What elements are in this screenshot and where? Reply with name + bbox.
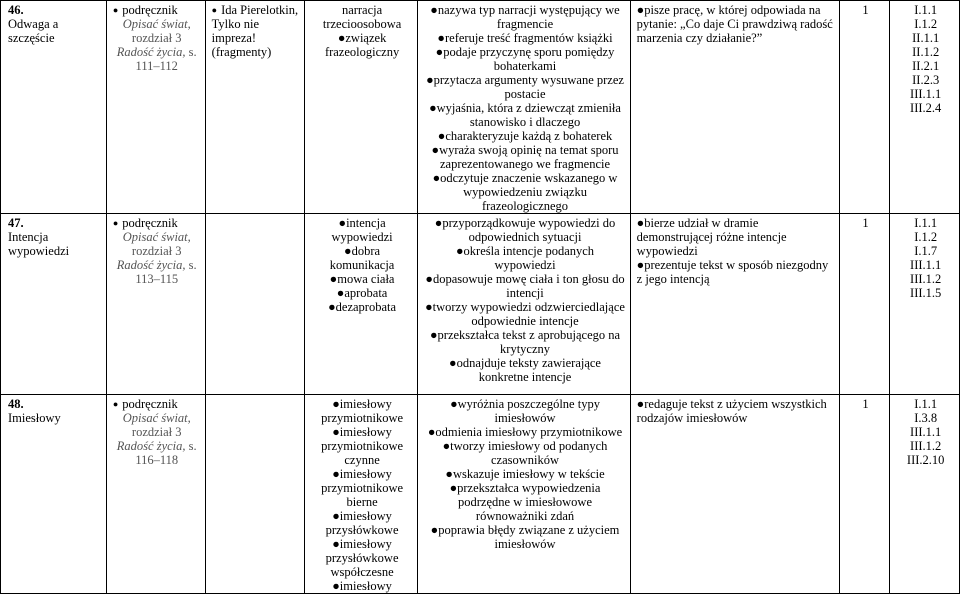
list-item: ●aprobata — [336, 286, 388, 300]
hours-cell: 1 — [839, 214, 890, 395]
concepts-cell — [304, 1, 418, 214]
list-item: ●odmienia imiesłowy przymiotnikowe — [427, 425, 623, 439]
list-item: ●odczytuje znaczenie wskazanego w wypowiedzeniu związku frazeologicznego — [432, 171, 618, 213]
texts-cell — [205, 214, 304, 395]
list-item: ● podręcznik — [112, 216, 178, 230]
bullet-icon: ● — [434, 216, 443, 230]
lesson-title: Intencja wypowiedzi — [8, 230, 70, 258]
list-item: ● podręcznik — [112, 397, 178, 411]
list-item: ●redaguje tekst z użyciem wszystkich rodzajów imiesłowów — [636, 397, 827, 425]
bullet-icon: ● — [425, 272, 433, 286]
standards-cell: I.1.1 I.3.8 III.1.1 III.1.2 III.2.10 — [890, 395, 960, 594]
concepts-cell — [304, 395, 418, 594]
bullet-icon: ● — [336, 286, 345, 300]
list-item: ●przekształca wypowiedzenia podrzędne w imiesłowowe równoważniki zdań — [449, 481, 601, 523]
bullet-icon: ● — [427, 425, 436, 439]
bullet-icon: ● — [338, 216, 347, 230]
list-item: ●tworzy wypowiedzi odzwierciedlające odpowiednie intencje — [425, 300, 625, 328]
list-item: ●imiesłowy przysłówkowe współczesne — [325, 537, 399, 579]
book-section: Radość życia, — [116, 439, 186, 453]
bullet-icon: ● — [112, 399, 119, 409]
objectives-cell — [418, 1, 630, 214]
list-item: ●wyjaśnia, która z dziewcząt zmieniła stanowisko i dlaczego — [429, 101, 621, 129]
materials-cell — [106, 395, 205, 594]
chapter: rozdział 3 — [131, 244, 182, 258]
lesson-number: 47. — [8, 216, 24, 230]
materials-cell — [106, 1, 205, 214]
bullet-icon: ● — [636, 3, 645, 17]
extended-cell — [630, 214, 839, 395]
bullet-icon: ● — [112, 5, 119, 15]
list-item: ●określa intencje podanych wypowiedzi — [455, 244, 595, 272]
bullet-icon: ● — [337, 31, 346, 45]
list-item: ● Ida Pierelotkin, Tylko nie impreza! (fragmenty) — [211, 3, 299, 59]
table-row — [1, 214, 960, 395]
pages: s. 111–112 — [135, 45, 197, 73]
bullet-icon: ● — [429, 101, 437, 115]
list-item: ●wyraża swoją opinię na temat sporu zaprezentowanego we fragmencie — [431, 143, 619, 171]
bullet-icon: ● — [450, 397, 458, 411]
texts-cell — [205, 395, 304, 594]
bullet-icon: ● — [332, 509, 340, 523]
bullet-icon: ● — [636, 258, 645, 272]
list-item: ●bierze udział w dramie demonstrującej różne intencje wypowiedzi — [636, 216, 787, 258]
bullet-icon: ● — [329, 272, 338, 286]
list-item: ●przytacza argumenty wysuwane przez postacie — [426, 73, 624, 101]
materials-list — [113, 216, 201, 230]
list-item: ●poprawia błędy związane z użyciem imiesłowów — [430, 523, 620, 551]
list-item: ●charakteryzuje każdą z bohaterek — [437, 129, 613, 143]
table-row — [1, 395, 960, 594]
book-title: Opisać świat, — [122, 411, 191, 425]
bullet-icon: ● — [332, 467, 340, 481]
materials-list — [113, 3, 201, 17]
list-item: ●wyróżnia poszczególne typy imiesłowów — [450, 397, 600, 425]
bullet-icon: ● — [328, 300, 336, 314]
bullet-icon: ● — [332, 425, 340, 439]
bullet-icon: ● — [332, 397, 340, 411]
bullet-icon: ● — [425, 300, 433, 314]
list-item: ●referuje treść fragmentów książki — [437, 31, 613, 45]
table-row — [1, 1, 960, 214]
hours-cell: 1 — [839, 395, 890, 594]
bullet-icon: ● — [437, 129, 446, 143]
bullet-icon: ● — [636, 216, 645, 230]
extended-cell — [630, 1, 839, 214]
bullet-icon: ● — [112, 218, 119, 228]
list-item: ●pisze pracę, w której odpowiada na pytanie: „Co daje Ci prawdziwą radość marzenia czy działanie?” — [636, 3, 833, 45]
objectives-cell — [418, 395, 630, 594]
list-item: ●związek frazeologiczny — [324, 31, 400, 59]
list-item: ●imiesłowy przymiotnikowe — [321, 397, 404, 425]
list-item: ●imiesłowy przymiotnikowe czynne — [321, 425, 404, 467]
list-item: ●imiesłowy przysłówkowe — [325, 509, 399, 537]
materials-cell — [106, 214, 205, 395]
list-item: ●nazywa typ narracji występujący we fragmencie — [430, 3, 620, 31]
list-item: ●podaje przyczynę sporu pomiędzy bohaterkami — [435, 45, 615, 73]
bullet-icon: ● — [435, 45, 444, 59]
bullet-icon: ● — [449, 356, 457, 370]
texts-cell — [205, 1, 304, 214]
list-item: ●przyporządkowuje wypowiedzi do odpowiednich sytuacji — [434, 216, 616, 244]
list-item: ●odnajduje teksty zawierające konkretne intencje — [449, 356, 601, 384]
bullet-icon: ● — [445, 467, 453, 481]
book-section: Radość życia, — [116, 45, 186, 59]
hours-cell: 1 — [839, 1, 890, 214]
list-item: ●dopasowuje mowę ciała i ton głosu do intencji — [425, 272, 625, 300]
standards-cell: I.1.1 I.1.2 II.1.1 II.1.2 II.2.1 II.2.3 III.1.1 III.2.4 — [890, 1, 960, 214]
materials-list — [113, 397, 201, 411]
list-item: ● podręcznik — [112, 3, 178, 17]
list-item: ●dezaprobata — [328, 300, 397, 314]
pages: s. 116–118 — [135, 439, 197, 467]
bullet-icon: ● — [636, 397, 645, 411]
bullet-icon: ● — [426, 73, 434, 87]
chapter: rozdział 3 — [131, 31, 182, 45]
list-item: ●dobra komunikacja — [329, 244, 395, 272]
bullet-icon: ● — [432, 171, 441, 185]
bullet-icon: ● — [211, 5, 218, 15]
bullet-icon: ● — [455, 244, 464, 258]
book-title: Opisać świat, — [122, 17, 191, 31]
bullet-icon: ● — [332, 537, 340, 551]
bullet-icon: ● — [430, 3, 438, 17]
book-title: Opisać świat, — [122, 230, 191, 244]
bullet-icon: ● — [442, 439, 451, 453]
bullet-icon: ● — [430, 523, 439, 537]
objectives-cell — [418, 214, 630, 395]
concepts-cell — [304, 214, 418, 395]
lesson-cell — [1, 1, 107, 214]
lesson-number: 48. — [8, 397, 24, 411]
lesson-title: Odwaga a szczęście — [8, 17, 59, 45]
list-item: ●wskazuje imiesłowy w tekście — [445, 467, 605, 481]
list-item: ●tworzy imiesłowy od podanych czasowników — [442, 439, 608, 467]
lesson-cell — [1, 395, 107, 594]
lesson-number: 46. — [8, 3, 24, 17]
lesson-title: Imiesłowy — [8, 411, 61, 425]
list-item: ●imiesłowy — [332, 579, 392, 593]
list-item: ●mowa ciała — [329, 272, 395, 286]
bullet-icon: ● — [429, 328, 438, 342]
list-item: narracja trzecioosobowa — [322, 3, 402, 31]
list-item: ●przekształca tekst z aprobującego na krytyczny — [429, 328, 621, 356]
extended-cell — [630, 395, 839, 594]
bullet-icon: ● — [332, 579, 340, 593]
bullet-icon: ● — [437, 31, 445, 45]
pages: s. 113–115 — [135, 258, 197, 286]
standards-cell: I.1.1 I.1.2 I.1.7 III.1.1 III.1.2 III.1.5 — [890, 214, 960, 395]
list-item: ●imiesłowy przymiotnikowe bierne — [321, 467, 404, 509]
bullet-icon: ● — [344, 244, 352, 258]
texts-list — [212, 3, 300, 59]
bullet-icon: ● — [449, 481, 458, 495]
lesson-cell — [1, 214, 107, 395]
chapter: rozdział 3 — [131, 425, 182, 439]
list-item: ●intencja wypowiedzi — [331, 216, 393, 244]
bullet-icon: ● — [431, 143, 440, 157]
book-section: Radość życia, — [116, 258, 186, 272]
list-item: ●prezentuje tekst w sposób niezgodny z jego intencją — [636, 258, 829, 286]
